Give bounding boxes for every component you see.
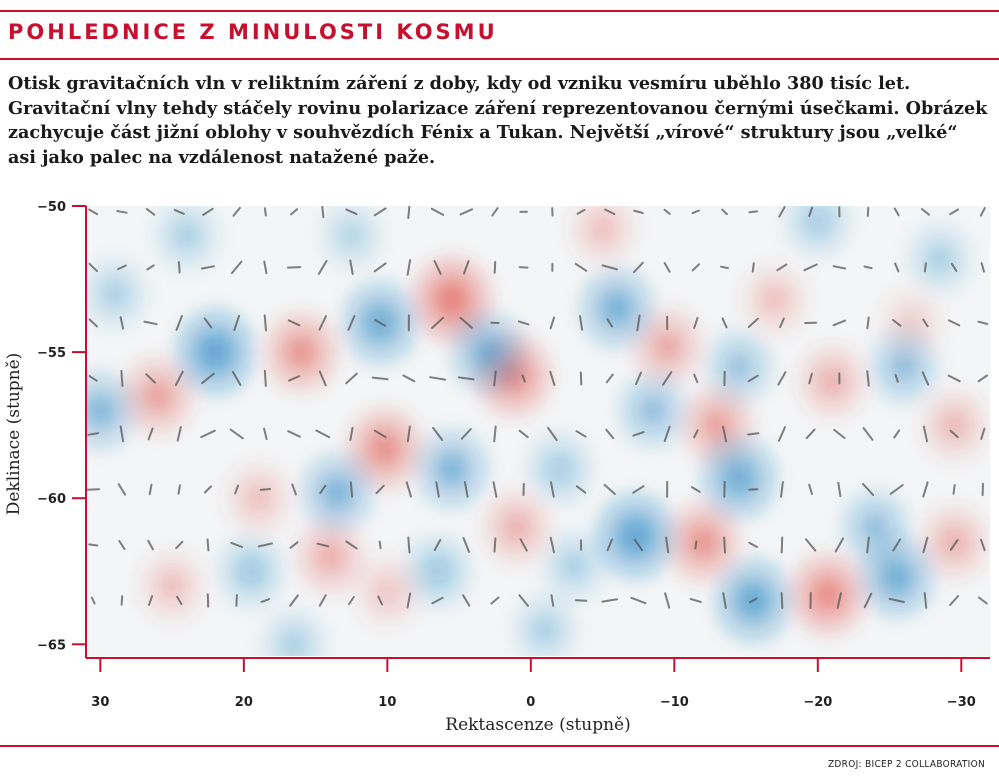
- polarization-segment: [351, 482, 352, 496]
- polarization-segment: [122, 596, 123, 605]
- heat-spot: [696, 432, 781, 524]
- polarization-segment: [520, 267, 528, 268]
- heat-spot: [260, 308, 342, 397]
- heat-spot: [700, 325, 778, 409]
- y-axis-label: Deklinace (stupně): [4, 352, 24, 516]
- polarization-map-chart: [0, 196, 999, 741]
- x-tick-label: −30: [946, 695, 976, 710]
- heat-spot: [613, 368, 692, 453]
- heat-spot: [60, 367, 141, 454]
- x-axis-label: Rektascenze (stupně): [445, 715, 631, 735]
- polarization-segment: [261, 489, 270, 490]
- x-tick-label: −20: [803, 695, 833, 710]
- y-tick-label: −65: [37, 638, 66, 654]
- polarization-segment: [121, 371, 122, 386]
- polarization-segment: [322, 207, 323, 217]
- polarization-segment: [724, 538, 725, 553]
- polarization-segment: [495, 262, 496, 273]
- heat-spot: [446, 307, 529, 397]
- polarization-segment: [208, 540, 209, 551]
- polarization-segment: [867, 318, 868, 329]
- polarization-segment: [695, 541, 696, 548]
- x-tick-label: 30: [91, 695, 110, 710]
- caption-text: Otisk gravitačních vln v reliktním záření z doby, kdy od vzniku vesmíru uběhlo 380 tisíc let. Gravitační vlny tehdy stáčely rovinu polarizace záření reprezentovanou černými úsečkami. Obrázek zachycuje část jižní oblohy v souhvězdích Fénix a Tukan. Největší „vírové“ struktury jsou „velké“ asi jako palec na vzdálenost natažené paže.: [8, 73, 988, 168]
- heat-spot: [575, 263, 658, 353]
- polarization-segment: [782, 538, 783, 553]
- heat-spot: [411, 425, 493, 514]
- polarization-segment: [380, 542, 381, 549]
- x-ticks: [91, 658, 975, 710]
- heat-spot: [522, 428, 598, 510]
- polarization-segment: [179, 262, 180, 273]
- polarization-segment: [868, 208, 869, 216]
- polarization-segment: [495, 538, 496, 551]
- x-tick-label: 10: [378, 695, 397, 710]
- polarization-segment: [748, 433, 758, 434]
- heat-spot: [221, 458, 296, 539]
- polarization-segment: [721, 267, 728, 268]
- y-tick-label: −55: [37, 346, 66, 362]
- polarization-segment: [236, 595, 237, 606]
- polarization-segment: [87, 489, 99, 490]
- polarization-segment: [782, 593, 783, 608]
- heat-spot: [213, 530, 290, 613]
- polarization-segment: [408, 538, 409, 553]
- heat-spot: [902, 218, 977, 299]
- polarization-segment: [750, 211, 758, 212]
- heat-spot: [171, 305, 259, 400]
- polarization-segment: [753, 263, 754, 271]
- heat-spot: [536, 525, 611, 606]
- polarization-segment: [265, 315, 266, 330]
- heat-spot: [135, 545, 210, 626]
- heat-spot: [794, 340, 871, 423]
- heat-spot: [296, 448, 378, 537]
- heat-spot: [836, 485, 915, 570]
- x-tick-label: −10: [659, 695, 689, 710]
- polarization-segment: [288, 267, 300, 268]
- source-credit: ZDROJ: BICEP 2 COLLABORATION: [827, 759, 985, 770]
- x-tick-label: 0: [526, 695, 536, 710]
- polarization-segment: [954, 485, 955, 494]
- polarization-segment: [925, 263, 926, 271]
- y-ticks: [37, 200, 86, 653]
- top-rule: [0, 10, 999, 12]
- polarization-segment: [265, 371, 266, 386]
- polarization-segment: [89, 544, 97, 545]
- bottom-rule: [0, 745, 999, 747]
- y-tick-label: −50: [37, 200, 66, 215]
- heat-spot: [77, 253, 152, 334]
- polarization-segment: [576, 600, 586, 601]
- heat-spot: [257, 604, 332, 685]
- polarization-segment: [265, 208, 266, 215]
- title-rule: [0, 58, 999, 60]
- polarization-segment: [408, 206, 409, 218]
- x-tick-label: 20: [234, 695, 253, 710]
- heat-spot: [864, 324, 943, 409]
- polarization-segment: [581, 373, 582, 385]
- y-tick-label: −60: [37, 492, 66, 508]
- page-title: POHLEDNICE Z MINULOSTI KOSMU: [8, 20, 498, 44]
